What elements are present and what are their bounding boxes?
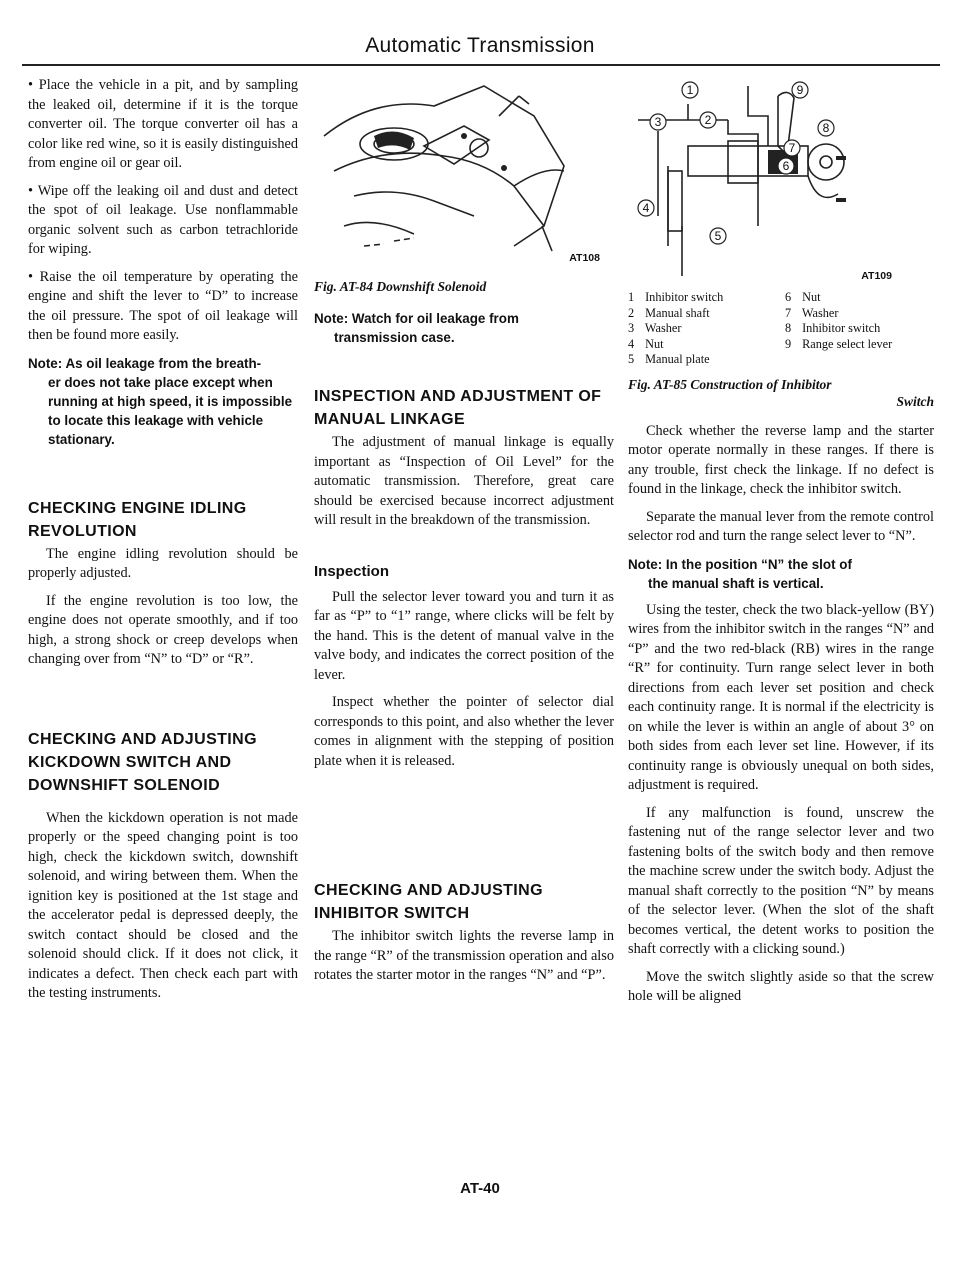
legend-item: 6 Nut <box>785 290 821 304</box>
figure-inhibitor-switch <box>628 76 928 284</box>
inhibitor-switch-illustration <box>628 76 928 284</box>
figure-caption: Fig. AT-84 Downshift Solenoid <box>314 279 487 294</box>
figure-downshift-solenoid <box>314 76 614 268</box>
callout-label: 2 <box>704 113 712 127</box>
section-heading-inhibitor: CHECKING AND ADJUSTING INHIBITOR SWITCH <box>314 882 543 922</box>
note <box>314 309 614 347</box>
callout-label: 6 <box>782 159 790 173</box>
legend-item: 3 Washer <box>628 321 682 335</box>
callout-label: 5 <box>714 229 722 243</box>
paragraph: The inhibitor switch lights the reverse lamp in the range “R” of the transmission operation and also rotates the starter motor in the ranges “N” and “P”. <box>314 928 614 983</box>
paragraph: Using the tester, check the two black-yellow (BY) wires from the inhibitor switch in the ranges “N” and “P” and the two red-black (RB) wires in the range “R” for continuity. Turn range select lever in both directions from each lever set position and check each continuity range. It is normal if the electricity is on while the lever is within an angle of about 3° on both sides from each lever set line. However, if its continuity range is obviously unequal on both sides, adjustment is required. <box>628 601 934 793</box>
page-header-title: Automatic Transmission <box>365 34 595 57</box>
figure-code: AT109 <box>861 270 892 282</box>
column-right <box>628 76 934 1015</box>
note <box>28 354 298 449</box>
subsection-heading-inspection: Inspection <box>314 562 390 580</box>
paragraph: Move the switch slightly aside so that the screw hole will be aligned <box>628 968 934 1004</box>
note-lead: Note: Watch for oil leakage from <box>314 311 519 326</box>
paragraph: • Wipe off the leaking oil and dust and detect the spot of oil leakage. Use nonflammable organic solvent such as carbon tetrachloride for wiping. <box>28 182 298 260</box>
legend-item: 9 Range select lever <box>785 336 893 351</box>
paragraph: If any malfunction is found, unscrew the fastening nut of the range selector lever and two fastening bolts of the switch body and then remove the machine screw under the switch body. Adjust the manual shaft correctly to the position “N” by means of the selector lever. (When the slot of the shaft becomes vertical, the detent works to position the shaft correctly with a clicking sound.) <box>628 804 934 957</box>
note <box>628 555 934 593</box>
section-heading-kickdown: CHECKING AND ADJUSTING KICKDOWN SWITCH AND DOWNSHIFT SOLENOID <box>28 730 257 794</box>
page-number: AT-40 <box>460 1180 500 1197</box>
paragraph: Check whether the reverse lamp and the starter motor operate normally in these ranges. If there is any trouble, first check the linkage. If no defect is found in the linkage, check the inhibitor switch. <box>628 422 934 497</box>
paragraph: If the engine revolution is too low, the engine does not operate smoothly, and if too high, a strong shock or creep develops when changing over from “N” to “D” or “R”. <box>28 592 298 667</box>
paragraph: The adjustment of manual linkage is equally important as “Inspection of Oil Level” for the automatic transmission. Therefore, great care should be exercised because incorrect adjustment will result in the breakdown of the transmission. <box>314 434 614 528</box>
paragraph: • Raise the oil temperature by operating the engine and shift the lever to “D” to increase the oil pressure. The spot of oil leakage will then be found more easily. <box>28 268 298 346</box>
callout-label: 4 <box>642 201 650 215</box>
column-middle <box>314 76 614 994</box>
figure-caption: Fig. AT-85 Construction of Inhibitor <box>628 376 832 392</box>
note-lead: Note: As oil leakage from the breath- <box>28 355 262 371</box>
callout-label: 8 <box>822 121 830 135</box>
callout-label: 3 <box>654 115 662 129</box>
paragraph: Separate the manual lever from the remote control selector rod and turn the range select lever to “N”. <box>628 508 934 544</box>
paragraph: The engine idling revolution should be properly adjusted. <box>28 545 298 581</box>
callout-label: 9 <box>796 83 804 97</box>
paragraph: • Place the vehicle in a pit, and by sampling the leaked oil, determine if it is the torque converter oil. The torque converter oil has a color like red wine, so it is easily distinguished from engine oil or gear oil. <box>28 76 298 174</box>
legend-item: 2 Manual shaft <box>628 305 710 320</box>
callout-label: 7 <box>788 141 796 155</box>
parts-legend <box>628 290 934 368</box>
legend-item: 7 Washer <box>785 305 839 320</box>
note-body: the manual shaft is vertical. <box>648 575 824 591</box>
figure-caption-cont: Switch <box>896 393 934 409</box>
section-heading-idling: CHECKING ENGINE IDLING REVOLUTION <box>28 499 247 540</box>
figure-code: AT108 <box>569 252 600 264</box>
legend-item: 1 Inhibitor switch <box>628 290 724 304</box>
paragraph: When the kickdown operation is not made properly or the speed changing point is too high, check the kickdown switch, downshift solenoid, and wiring between them. When the ignition key is positioned at the 1st stage and the accelerator pedal is depressed deeply, the switch contact should be closed and the solenoid should click. If it does not click, it indicates a defect. Then check each part with the testing instruments. <box>28 809 298 1001</box>
paragraph: Inspect whether the pointer of selector dial corresponds to this point, and also whether the lever comes in alignment with the stepping of position plate when it is released. <box>314 694 614 769</box>
legend-item: 4 Nut <box>628 336 664 351</box>
column-left <box>28 76 298 1012</box>
header-rule <box>22 64 940 66</box>
section-heading-linkage: INSPECTION AND ADJUSTMENT OF MANUAL LINKAGE <box>314 388 602 428</box>
legend-item: 8 Inhibitor switch <box>785 321 881 335</box>
downshift-solenoid-illustration <box>314 76 614 268</box>
legend-item: 5 Manual plate <box>628 352 710 366</box>
note-lead: Note: In the position “N” the slot of <box>628 556 852 572</box>
note-body: transmission case. <box>334 330 455 345</box>
paragraph: Pull the selector lever toward you and turn it as far as “P” to “1” range, where clicks will be felt by the hand. This is the detent of manual valve in the valve body, and indicates the correct position of the lever. <box>314 588 614 683</box>
callout-label: 1 <box>686 83 694 97</box>
note-body: er does not take place except when running at high speed, it is impossible to locate this leakage with vehicle stationary. <box>48 374 293 447</box>
